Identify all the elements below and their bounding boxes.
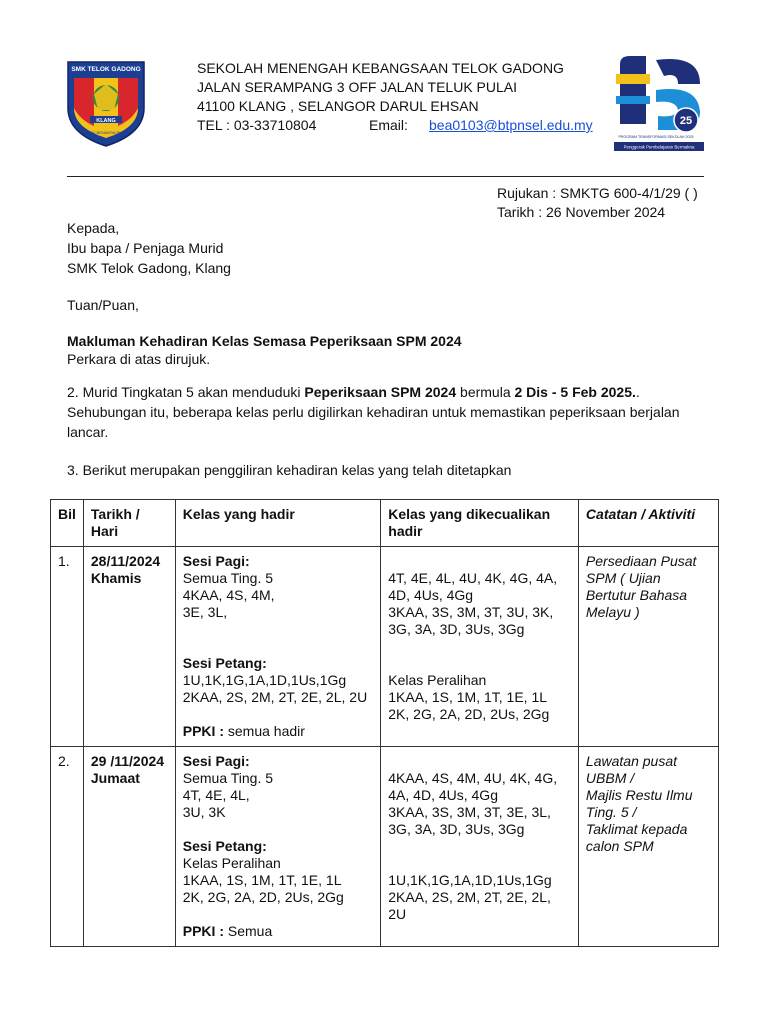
- pagi-line: 3E, 3L,: [182, 604, 228, 620]
- attendance-schedule-table: [50, 499, 719, 947]
- catatan-line: Taklimat kepada: [585, 821, 688, 837]
- para2-exam-dates: 2 Dis - 5 Feb 2025.: [514, 384, 636, 400]
- transformasi-sekolah-logo: [612, 54, 706, 154]
- sesi-petang-label: Sesi Petang:: [182, 655, 267, 671]
- kecuali-line: 3G, 3A, 3D, 3Us, 3Gg: [388, 821, 525, 837]
- pagi-line: Semua Ting. 5: [182, 770, 274, 786]
- kecuali-line: 3KAA, 3S, 3M, 3T, 3U, 3K,: [388, 604, 554, 620]
- catatan-line: SPM ( Ujian: [585, 570, 661, 586]
- kepada: Kepada,: [67, 220, 120, 236]
- recipient-line-1: Ibu bapa / Penjaga Murid: [67, 240, 224, 256]
- row-kelas-hadir: [175, 547, 381, 747]
- pagi-line: 3U, 3K: [182, 804, 226, 820]
- petang-line: Kelas Peralihan: [182, 855, 281, 871]
- email-label: Email:: [369, 117, 408, 133]
- catatan-line: Majlis Restu Ilmu: [585, 787, 693, 803]
- kecuali-line: 4KAA, 4S, 4M, 4U, 4K, 4G,: [388, 770, 558, 786]
- row-catatan: [578, 747, 718, 947]
- school-crest-logo: [64, 56, 148, 148]
- email-link[interactable]: bea0103@btpnsel.edu.my: [429, 117, 593, 133]
- pagi-line: Semua Ting. 5: [182, 570, 274, 586]
- catatan-line: Persediaan Pusat: [585, 553, 697, 569]
- row-kelas-kecuali: [381, 747, 579, 947]
- salutation: Tuan/Puan,: [67, 297, 139, 313]
- intro-line: Perkara di atas dirujuk.: [67, 351, 211, 367]
- petang-line: 2K, 2G, 2A, 2D, 2Us, 2Gg: [182, 889, 344, 905]
- logo-25-text: 25: [679, 115, 693, 127]
- catatan-line: Bertutur Bahasa: [585, 587, 688, 603]
- reference-block: [497, 184, 698, 222]
- petang-line: 1KAA, 1S, 1M, 1T, 1E, 1L: [182, 872, 342, 888]
- table-row: [51, 547, 719, 747]
- ppki-value: semua hadir: [223, 723, 305, 739]
- crest-motto-text: ILMU BENAKRA BUDI: [85, 130, 127, 135]
- table-header-row: [51, 500, 719, 547]
- header-kelas-kecuali: Kelas yang dikecualikan hadir: [381, 500, 579, 547]
- row-catatan: [578, 547, 718, 747]
- header-divider: [67, 176, 704, 177]
- row-date-day: [83, 547, 175, 747]
- telephone: TEL : 03-33710804: [197, 117, 317, 133]
- rujukan-line: Rujukan : SMKTG 600-4/1/29 ( ): [497, 185, 698, 201]
- para2-text-e: .: [635, 384, 640, 400]
- ppki-line: [183, 723, 374, 740]
- catatan-line: UBBM /: [585, 770, 635, 786]
- recipient-block: [67, 218, 707, 278]
- ppki-label: PPKI :: [182, 723, 224, 739]
- catatan-line: Ting. 5 /: [585, 804, 637, 820]
- row-date-day: [83, 747, 175, 947]
- letterhead: [197, 59, 593, 135]
- row-bil: 2.: [51, 747, 84, 947]
- catatan-line: Melayu ): [585, 604, 640, 620]
- kecuali-line: 4D, 4Us, 4Gg: [388, 587, 474, 603]
- ppki-label: PPKI :: [182, 923, 224, 939]
- para2-text-a: 2. Murid Tingkatan 5 akan menduduki: [67, 384, 305, 400]
- address-line-2: 41100 KLANG , SELANGOR DARUL EHSAN: [197, 98, 479, 114]
- catatan-line: Lawatan pusat: [585, 753, 677, 769]
- table-row: [51, 747, 719, 947]
- kecuali-line: 1U,1K,1G,1A,1D,1Us,1Gg: [388, 872, 552, 888]
- kecuali-line: 3G, 3A, 3D, 3Us, 3Gg: [388, 621, 525, 637]
- crest-middle-text: KLANG: [96, 118, 116, 124]
- subject-line: Makluman Kehadiran Kelas Semasa Peperiksaan SPM 2024: [67, 333, 462, 349]
- school-name: SEKOLAH MENENGAH KEBANGSAAN TELOK GADONG: [197, 60, 564, 76]
- address-line-1: JALAN SERAMPANG 3 OFF JALAN TELUK PULAI: [197, 79, 518, 95]
- ppki-line: [183, 923, 374, 940]
- row-bil: 1.: [51, 547, 84, 747]
- paragraph-3: 3. Berikut merupakan penggiliran kehadiran kelas yang telah ditetapkan: [67, 462, 512, 478]
- sesi-petang-label: Sesi Petang:: [182, 838, 267, 854]
- kecuali-line: 2KAA, 2S, 2M, 2T, 2E, 2L, 2U: [388, 889, 551, 922]
- kecuali-line: 4A, 4D, 4Us, 4Gg: [388, 787, 498, 803]
- sesi-pagi-label: Sesi Pagi:: [182, 753, 250, 769]
- logo-program-text: PROGRAM TRANSFORMASI SEKOLAH 2025: [618, 135, 694, 139]
- petang-line: 2KAA, 2S, 2M, 2T, 2E, 2L, 2U: [182, 689, 368, 705]
- header-catatan: Catatan / Aktiviti: [578, 500, 718, 547]
- kecuali-line: 4T, 4E, 4L, 4U, 4K, 4G, 4A,: [388, 570, 558, 586]
- para2-text-f: Sehubungan itu, beberapa kelas perlu digilirkan kehadiran untuk memastikan peperiksaan berjalan lancar.: [67, 404, 680, 440]
- paragraph-2: [67, 382, 707, 442]
- para2-text-c: bermula: [456, 384, 515, 400]
- ppki-value: Semua: [223, 923, 273, 939]
- pagi-line: 4KAA, 4S, 4M,: [182, 587, 275, 603]
- row-date: 28/11/2024: [90, 553, 161, 569]
- logo-tagline-text: Penggerak Pembelajaran Bermakna: [623, 144, 695, 150]
- kecuali-line: 3KAA, 3S, 3M, 3T, 3E, 3L,: [388, 804, 551, 820]
- catatan-line: calon SPM: [585, 838, 654, 854]
- contact-line: [197, 116, 593, 135]
- header-kelas-hadir: Kelas yang hadir: [175, 500, 381, 547]
- kecuali-line: 2K, 2G, 2A, 2D, 2Us, 2Gg: [388, 706, 550, 722]
- para2-exam-name: Peperiksaan SPM 2024: [304, 384, 457, 400]
- kecuali-line: Kelas Peralihan: [388, 672, 487, 688]
- petang-line: 1U,1K,1G,1A,1D,1Us,1Gg: [182, 672, 347, 688]
- row-kelas-kecuali: [381, 547, 579, 747]
- row-day: Khamis: [90, 570, 142, 586]
- header-tarikh: Tarikh / Hari: [83, 500, 175, 547]
- sesi-pagi-label: Sesi Pagi:: [182, 553, 250, 569]
- row-date: 29 /11/2024: [90, 753, 165, 769]
- pagi-line: 4T, 4E, 4L,: [182, 787, 250, 803]
- row-day: Jumaat: [90, 770, 140, 786]
- tarikh-line: Tarikh : 26 November 2024: [497, 204, 666, 220]
- kecuali-line: 1KAA, 1S, 1M, 1T, 1E, 1L: [388, 689, 548, 705]
- header-bil: Bil: [51, 500, 84, 547]
- crest-top-text: SMK TELOK GADONG: [71, 66, 141, 73]
- recipient-line-2: SMK Telok Gadong, Klang: [67, 260, 231, 276]
- row-kelas-hadir: [175, 747, 381, 947]
